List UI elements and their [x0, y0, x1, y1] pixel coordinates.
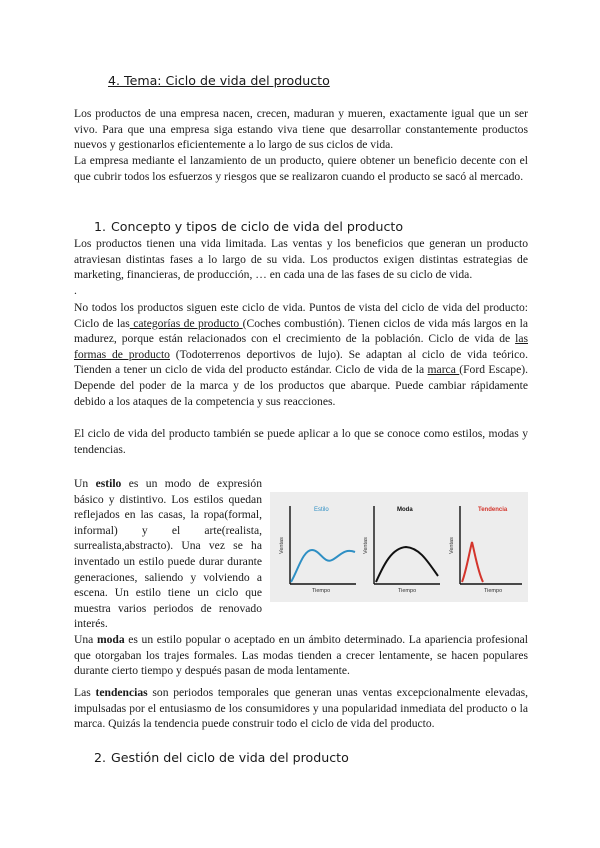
- moda-panel: [363, 506, 440, 594]
- link-categorias-de-producto[interactable]: categorías de producto: [129, 316, 243, 330]
- link-marca[interactable]: marca: [427, 363, 460, 377]
- section-1-title: Concepto y tipos de ciclo de vida del producto: [111, 219, 404, 234]
- section-1-heading: [94, 219, 403, 234]
- section-2-number: 2.: [94, 750, 107, 765]
- tendencia-x-label: Tiempo: [484, 588, 503, 594]
- moda-text: es un estilo popular o aceptado en un ámbito determinado. La apariencia profesional que otorgaban los trajes formales. Las modas tienden a crecer lentamente, se hacen populares durante cierto tiempo y después pasan de moda lentamente.: [74, 633, 529, 678]
- moda-paragraph: [74, 632, 528, 679]
- moda-term: moda: [96, 633, 125, 646]
- section-2-heading: [94, 750, 349, 765]
- moda-y-label: Ventas: [363, 537, 369, 554]
- estilo-term: estilo: [95, 477, 122, 490]
- section-1-paragraph-3: El ciclo de vida del producto también se puede aplicar a lo que se conoce como estilos, modas y tendencias.: [74, 427, 528, 456]
- section-1-number: 1.: [94, 219, 107, 234]
- tendencias-pre: Las: [74, 686, 96, 699]
- estilo-y-label: Ventas: [279, 537, 285, 554]
- section-2-title: Gestión del ciclo de vida del producto: [111, 750, 349, 765]
- estilo-panel-label: Estilo: [314, 507, 329, 513]
- estilo-paragraph: [74, 476, 262, 632]
- link-formas-de-producto[interactable]: las formas de producto: [74, 332, 528, 361]
- estilo-x-label: Tiempo: [312, 588, 331, 594]
- lifecycle-figure: [270, 492, 528, 602]
- section-1-paragraph-1: Los productos tienen una vida limitada. Las ventas y los beneficios que generan un producto atraviesan distintas fases a lo largo de su vida. Los productos exigen distintas estrategias de marketing, financieras, de producción, … en cada una de las fases de su ciclo de vida.: [74, 237, 528, 282]
- moda-x-label: Tiempo: [398, 588, 417, 594]
- estilo-text: es un modo de expresión básico y distintivo. Los estilos quedan reflejados en las casas, la ropa(formal, informal) y el arte(realista, surrealista,abstracto). Una vez se ha inventado un estilo puede durar durante generaciones, saliendo y volviendo a escena. Un estilo tiene un ciclo que muestra varios periodos de renovado interés.: [74, 477, 262, 631]
- estilo-panel: [279, 506, 356, 594]
- moda-pre: Una: [74, 633, 97, 646]
- tendencia-curve: [462, 542, 483, 582]
- p2-text-c: (Todoterrenos deportivos de lujo). Se adaptan al ciclo de vida teórico. Tienden a tener un ciclo de vida del producto estándar. Ciclo de vida de la: [74, 347, 528, 377]
- section-1-paragraph-2: [74, 300, 528, 409]
- stray-dot: .: [74, 284, 77, 297]
- p2-text-b: (Coches combustión). Tienen ciclos de vida más largos en la madurez, porque están relacionados con el crecimiento de la población. Ciclo de vida de: [74, 316, 528, 346]
- tendencia-y-label: Ventas: [449, 537, 455, 554]
- moda-curve: [376, 547, 438, 582]
- intro-paragraph-1: Los productos de una empresa nacen, crecen, maduran y mueren, exactamente igual que un ser vivo. Para que una empresa siga estando viva tiene que desarrollar constantemente productos nuevos y gestionarlos eficientemente a lo largo de sus ciclos de vida.: [74, 107, 528, 152]
- intro-paragraph-2: La empresa mediante el lanzamiento de un producto, quiere obtener un beneficio decente con el que cubrir todos los esfuerzos y riesgos que se realizaron cuando el producto se sacó al mercado.: [74, 154, 528, 183]
- moda-panel-label: Moda: [397, 507, 413, 513]
- page-title: 4. Tema: Ciclo de vida del producto: [108, 73, 330, 88]
- tendencias-term: tendencias: [95, 686, 148, 699]
- tendencias-paragraph: [74, 685, 528, 732]
- estilo-curve: [291, 550, 355, 582]
- p2-text-d: (Ford Escape). Depende del poder de la marca y de los productos que abarque. Puede cambiar rápidamente debido a los ataques de la competencia y sus reacciones.: [74, 363, 529, 408]
- tendencia-panel-label: Tendencia: [478, 507, 508, 513]
- tendencias-text: son periodos temporales que generan unas ventas excepcionalmente elevadas, impulsadas por el entusiasmo de los consumidores y una popularidad inmediata del producto o la marca. Quizás la tendencia puede construir todo el ciclo de vida del producto.: [74, 686, 528, 731]
- p2-text-a: No todos los productos siguen este ciclo de vida. Puntos de vista del ciclo de vida del producto: Ciclo de las: [74, 301, 528, 330]
- tendencia-panel: [449, 506, 522, 594]
- estilo-pre: Un: [74, 477, 96, 490]
